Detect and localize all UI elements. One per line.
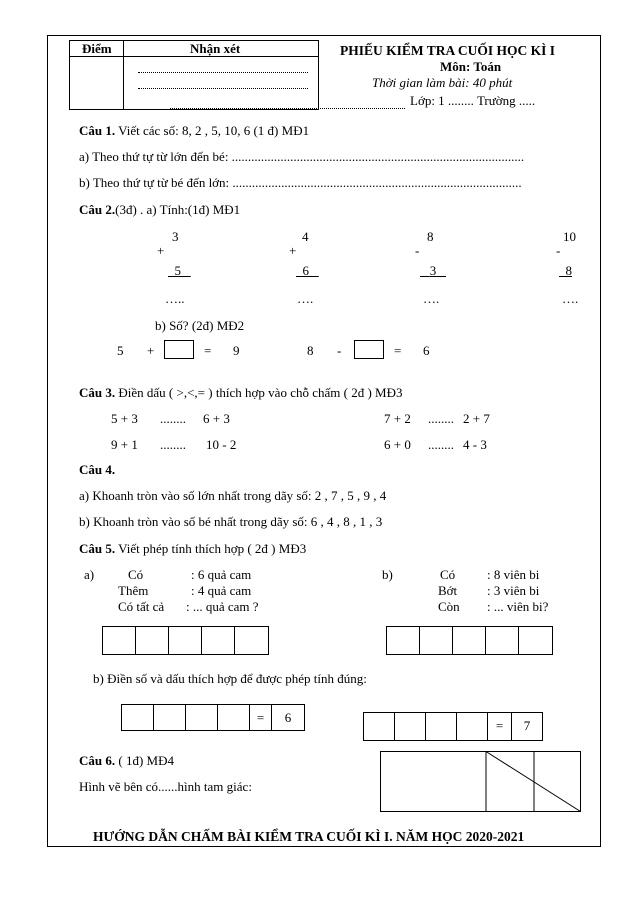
q1-b: b) Theo thứ tự từ bé đến lớn: ......................................................................................... [79, 175, 522, 190]
calc4-top: 10 [563, 229, 576, 244]
calc3-top: 8 [427, 229, 434, 244]
triangle-figure [380, 751, 581, 813]
q2-heading: Câu 2.(3đ) . a) Tính:(1đ) MĐ1 [79, 202, 241, 217]
fill1-cell[interactable] [186, 705, 218, 730]
eq2-equals: = [394, 343, 402, 358]
score-comment-table [69, 40, 319, 110]
footer-title: HƯỚNG DẪN CHẤM BÀI KIỂM TRA CUỐI KÌ I. NĂM HỌC 2020-2021 [93, 829, 525, 844]
fill2-cell[interactable] [426, 713, 457, 740]
q5-a-k2: Thêm [118, 583, 149, 598]
calc2-op: + [289, 243, 297, 258]
q5-a-k1: Có [128, 567, 144, 582]
eq1-equals: = [204, 343, 212, 358]
q3-row1-dots2: ........ [428, 411, 454, 426]
q5-a-label: a) [84, 567, 95, 582]
fill1-cell[interactable] [154, 705, 186, 730]
calc2-top: 4 [302, 229, 309, 244]
eq2-op: - [337, 343, 342, 358]
q5-b-k3: Còn [438, 599, 460, 614]
q3-row1-dots: ........ [160, 411, 186, 426]
q2-b-title: b) Số? (2đ) MĐ2 [155, 318, 245, 333]
name-line [170, 108, 405, 109]
page-title: PHIẾU KIỂM TRA CUỐI HỌC KÌ I [340, 43, 556, 58]
calc3-bottom: 3 [429, 263, 437, 278]
fill1-equals: = [250, 705, 272, 730]
fill2-result: 7 [523, 718, 531, 733]
eq2-blank-box[interactable] [354, 340, 384, 359]
eq1-right: 9 [233, 343, 240, 358]
q3-row2-dots: ........ [160, 437, 186, 452]
q6-heading: Câu 6. ( 1đ) MĐ4 [79, 753, 174, 768]
fill2-cell[interactable] [395, 713, 426, 740]
calc2-answer: …. [297, 291, 314, 306]
eq1-blank-box[interactable] [164, 340, 194, 359]
calc2-bottom: 6 [302, 263, 309, 278]
eq1-op: + [147, 343, 155, 358]
q4-heading: Câu 4. [79, 462, 116, 477]
q3-row2-dots2: ........ [428, 437, 454, 452]
q3-row2-left: 9 + 1 [111, 437, 138, 452]
q5-b-v2: : 3 viên bi [487, 583, 540, 598]
q5-heading: Câu 5. Viết phép tính thích hợp ( 2đ ) MĐ3 [79, 541, 307, 556]
time-label: Thời gian làm bài: 40 phút [372, 75, 513, 90]
q5-b2-text: b) Điền số và dấu thích hợp để được phép tính đúng: [93, 671, 367, 686]
fill2-cell[interactable] [457, 713, 488, 740]
q5-b-label: b) [382, 567, 393, 582]
q5-fill-row-2[interactable] [363, 712, 543, 741]
calc1-op: + [157, 243, 165, 258]
calc1-answer: ….. [165, 291, 185, 306]
q3-row1-left2: 7 + 2 [384, 411, 411, 426]
q5-a-k3: Có tất cả [118, 599, 165, 614]
class-school-label: Lớp: 1 ........ Trường ..... [410, 93, 536, 108]
q3-row2-right: 10 - 2 [206, 437, 237, 452]
subject-label: Môn: Toán [440, 59, 502, 74]
fill2-cell[interactable] [364, 713, 395, 740]
score-label: Điểm [82, 41, 112, 56]
eq2-left: 8 [307, 343, 314, 358]
calc4-op: - [556, 243, 561, 258]
calc1-top: 3 [172, 229, 179, 244]
q5-a-v3: : ... quả cam ? [186, 599, 259, 614]
fill2-equals: = [488, 713, 512, 740]
q3-row2-left2: 6 + 0 [384, 437, 411, 452]
q5-fill-row-1[interactable] [121, 704, 305, 731]
q6-text: Hình vẽ bên có......hình tam giác: [79, 779, 252, 794]
q5-a-v1: : 6 quả cam [191, 567, 252, 582]
q1-a: a) Theo thứ tự từ lớn đến bé: .......................................................................................... [79, 149, 525, 164]
q3-row1-right2: 2 + 7 [463, 411, 490, 426]
fill1-cell[interactable] [122, 705, 154, 730]
q5-b-k2: Bớt [438, 583, 458, 598]
comment-line-1 [138, 72, 308, 73]
q5-b-v3: : ... viên bi? [487, 599, 549, 614]
q4-a: a) Khoanh tròn vào số lớn nhất trong dãy số: 2 , 7 , 5 , 9 , 4 [79, 488, 387, 503]
q1-heading: Câu 1. Viết các số: 8, 2 , 5, 10, 6 (1 đ) MĐ1 [79, 123, 310, 138]
q3-row1-left: 5 + 3 [111, 411, 138, 426]
q3-row1-right: 6 + 3 [203, 411, 230, 426]
eq2-right: 6 [423, 343, 430, 358]
fill1-result: 6 [284, 710, 292, 725]
comment-line-2 [138, 88, 308, 89]
calc4-answer: …. [562, 291, 579, 306]
fill1-cell[interactable] [218, 705, 250, 730]
calc1-bottom: 5 [174, 263, 181, 278]
q5-a-answer-grid[interactable] [102, 626, 269, 655]
eq1-left: 5 [117, 343, 124, 358]
calc4-bottom: 8 [565, 263, 572, 278]
calc3-answer: …. [423, 291, 440, 306]
q3-heading: Câu 3. Điền dấu ( >,<,= ) thích hợp vào chỗ chấm ( 2đ ) MĐ3 [79, 385, 403, 400]
q5-b-answer-grid[interactable] [386, 626, 553, 655]
q5-a-v2: : 4 quả cam [191, 583, 252, 598]
q5-b-k1: Có [440, 567, 456, 582]
q4-b: b) Khoanh tròn vào số bé nhất trong dãy số: 6 , 4 , 8 , 1 , 3 [79, 514, 383, 529]
comment-label: Nhận xét [190, 41, 241, 56]
q3-row2-right2: 4 - 3 [463, 437, 487, 452]
q5-b-v1: : 8 viên bi [487, 567, 540, 582]
calc3-op: - [415, 243, 420, 258]
